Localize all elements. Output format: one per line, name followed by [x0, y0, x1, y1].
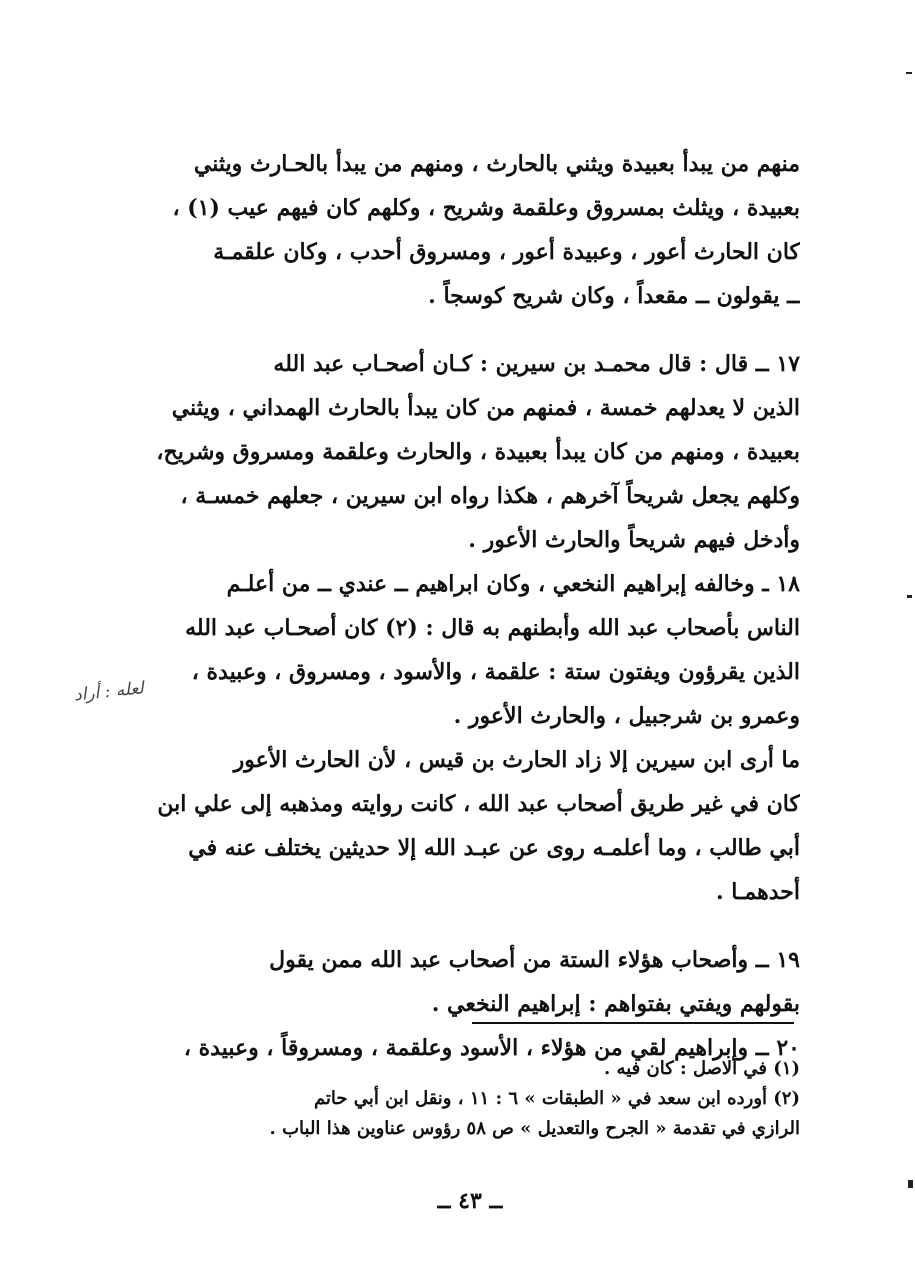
text-line: أبي طالب ، وما أعلمـه روى عن عبـد الله إلا حديثين يختلف عنه في — [188, 835, 800, 861]
text-line: ما أرى ابن سيرين إلا زاد الحارث بن قيس ، لأن الحارث الأعور — [233, 747, 800, 773]
text-line: ــ يقولون ــ مقعداً ، وكان شريح كوسجاً . — [428, 283, 800, 309]
paragraph-18-continued — [140, 738, 800, 914]
text-line: كان الحارث أعور ، وعبيدة أعور ، ومسروق أحدب ، وكان علقمـة — [213, 239, 800, 265]
paragraph-18 — [140, 562, 800, 738]
footnote-2: (٢) أورده ابن سعد في « الطبقات » ٦ : ١١ ، ونقل ابن أبي حاتم — [313, 1088, 800, 1109]
scan-edge-mark — [908, 1180, 913, 1188]
scan-edge-mark — [906, 72, 912, 74]
text-line: كان في غير طريق أصحاب عبد الله ، كانت روايته ومذهبه إلى علي ابن — [157, 791, 800, 817]
text-line: ٢٠ ــ وإبراهيم لقي من هؤلاء ، الأسود وعلقمة ، ومسروقاً ، وعبيدة ، — [183, 1035, 800, 1061]
footnotes — [140, 1054, 800, 1144]
text-line: الذين يقرؤون ويفتون ستة : علقمة ، والأسود ، ومسروق ، وعبيدة ، — [191, 659, 800, 685]
text-line: ١٧ ــ قال : قال محمـد بن سيرين : كـان أصحـاب عبد الله — [273, 351, 800, 377]
handwritten-margin-note: لعله : أراد — [73, 678, 145, 706]
scan-edge-mark — [907, 595, 912, 598]
text-line: أحدهمـا . — [715, 879, 800, 905]
text-line: الناس بأصحاب عبد الله وأبطنهم به قال : (٢) كان أصحـاب عبد الله — [185, 615, 800, 641]
text-line: منهم من يبدأ بعبيدة ويثني بالحارث ، ومنهم من يبدأ بالحـارث ويثني — [193, 151, 800, 177]
main-text — [140, 142, 800, 1070]
text-line: وكلهم يجعل شريحاً آخرهم ، هكذا رواه ابن سيرين ، جعلهم خمسـة ، — [180, 483, 800, 509]
paragraph-19 — [140, 938, 800, 1026]
text-line: وعمرو بن شرجبيل ، والحارث الأعور . — [453, 703, 800, 729]
footnote-2-continued: الرازي في تقدمة « الجرح والتعديل » ص ٥٨ رؤوس عناوين هذا الباب . — [269, 1118, 800, 1139]
paragraph-intro — [140, 142, 800, 318]
text-line: وأدخل فيهم شريحاً والحارث الأعور . — [468, 527, 800, 553]
page-number: ــ ٤٣ ــ — [437, 1188, 503, 1214]
text-line: ١٨ ـ وخالفه إبراهيم النخعي ، وكان ابراهيم ــ عندي ــ من أعلـم — [226, 571, 800, 597]
footnote-separator — [472, 1022, 794, 1024]
text-line: بعبيدة ، ويثلث بمسروق وعلقمة وشريح ، وكلهم كان فيهم عيب (١) ، — [172, 195, 800, 221]
text-line: ١٩ ــ وأصحاب هؤلاء الستة من أصحاب عبد الله ممن يقول — [269, 947, 800, 973]
paragraph-17 — [140, 342, 800, 562]
text-line: بقولهم ويفتي بفتواهم : إبراهيم النخعي . — [431, 991, 800, 1017]
text-line: بعبيدة ، ومنهم من كان يبدأ بعبيدة ، والحارث وعلقمة ومسروق وشريح، — [156, 439, 800, 465]
text-line: الذين لا يعدلهم خمسة ، فمنهم من كان يبدأ بالحارث الهمداني ، ويثني — [171, 395, 800, 421]
footnote-1: (١) في الاصل : كان فيه . — [604, 1058, 800, 1079]
